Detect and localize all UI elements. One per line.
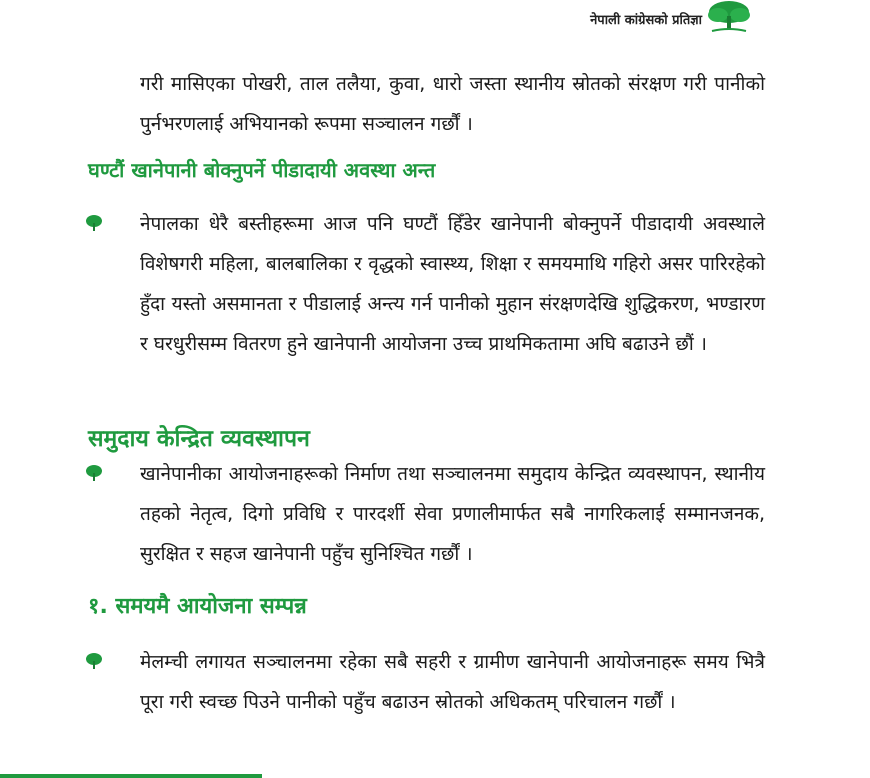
tree-logo-icon	[706, 0, 752, 34]
tree-bullet-icon	[85, 214, 103, 232]
footer-accent-bar	[0, 774, 262, 778]
heading-end-water-carrying: घण्टौं खानेपानी बोक्नुपर्ने पीडादायी अवस्था अन्त	[88, 158, 436, 182]
tree-bullet-icon	[85, 464, 103, 482]
header-title: नेपाली कांग्रेसको प्रतिज्ञा	[590, 13, 702, 28]
paragraph-community-management: खानेपानीका आयोजनाहरूको निर्माण तथा सञ्चालनमा समुदाय केन्द्रित व्यवस्थापन, स्थानीय तहको नेतृत्व, दिगो प्रविधि र पारदर्शी सेवा प्रणालीमार्फत सबै नागरिकलाई सम्मानजनक, सुरक्षित र सहज खानेपानी पहुँच सुनिश्चित गर्छौं ।	[140, 463, 765, 565]
paragraph-water-carrying-hardship: नेपालका धेरै बस्तीहरूमा आज पनि घण्टौं हिँडेर खानेपानी बोक्नुपर्ने पीडादायी अवस्थाले विशेषगरी महिला, बालबालिका र वृद्धको स्वास्थ्य, शिक्षा र समयमाथि गहिरो असर पारिरहेको हुँदा यस्तो असमानता र पीडालाई अन्त्य गर्न पानीको मुहान संरक्षणदेखि शुद्धिकरण, भण्डारण र घरधुरीसम्म वितरण हुने खानेपानी आयोजना उच्च प्राथमिकतामा अघि बढाउने छौं ।	[140, 213, 765, 355]
tree-bullet-icon	[85, 652, 103, 670]
paragraph-melamchi-projects: मेलम्ची लगायत सञ्चालनमा रहेका सबै सहरी र ग्रामीण खानेपानी आयोजनाहरू समय भित्रै पूरा गरी स्वच्छ पिउने पानीको पहुँच बढाउन स्रोतको अधिकतम् परिचालन गर्छौं ।	[140, 651, 765, 713]
heading-timely-completion: १. समयमै आयोजना सम्पन्न	[88, 594, 307, 619]
heading-community-management: समुदाय केन्द्रित व्यवस्थापन	[88, 426, 310, 452]
paragraph-source-conservation: गरी मासिएका पोखरी, ताल तलैया, कुवा, धारो जस्ता स्थानीय स्रोतको संरक्षण गरी पानीको पुर्नभरणलाई अभियानको रूपमा सञ्चालन गर्छौं ।	[140, 73, 765, 135]
